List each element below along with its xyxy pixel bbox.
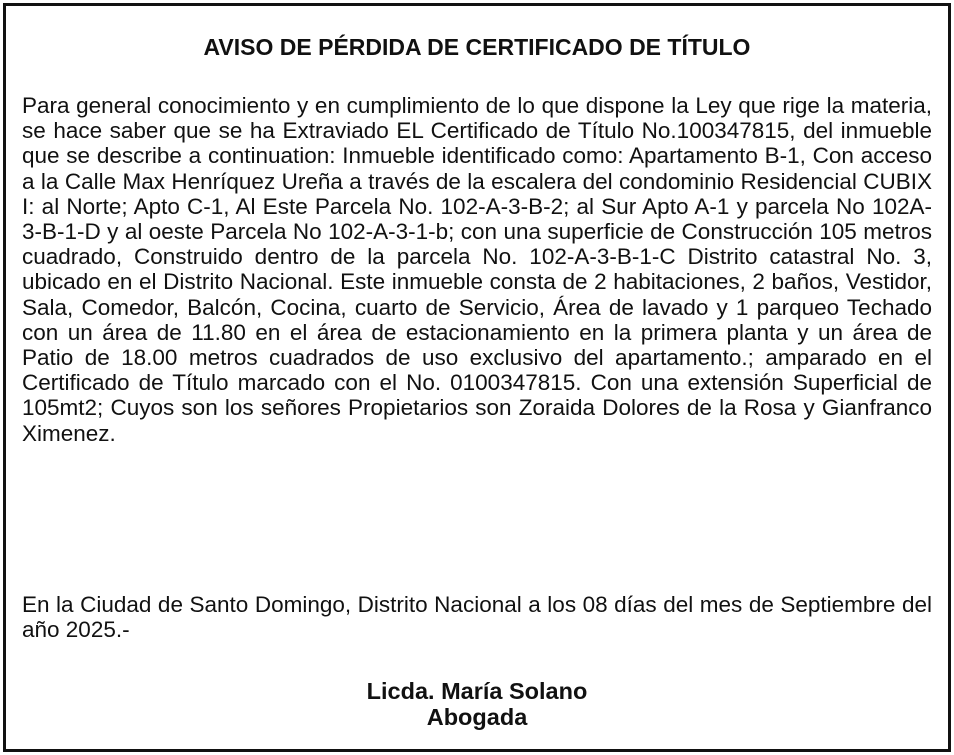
signer-role: Abogada xyxy=(426,704,528,730)
signature-block xyxy=(6,678,948,730)
notice-date-line: En la Ciudad de Santo Domingo, Distrito Nacional a los 08 días del mes de Septiembre del año 2025.- xyxy=(22,592,932,643)
notice-frame xyxy=(3,3,951,752)
signer-name: Licda. María Solano xyxy=(366,678,588,704)
notice-title: AVISO DE PÉRDIDA DE CERTIFICADO DE TÍTULO xyxy=(203,34,751,60)
notice-body: Para general conocimiento y en cumplimiento de lo que dispone la Ley que rige la materia, se hace saber que se ha Extraviado EL Certificado de Título No.100347815, del inmueble que se describe a continuation: Inmueble identificado como: Apartamento B-1, Con acceso a la Calle Max Henríquez Ureña a través de la escalera del condominio Residencial CUBIX I: al Norte; Apto C-1, Al Este Parcela No. 102-A-3-B-2; al Sur Apto A-1 y parcela No 102A-3-B-1-D y al oeste Parcela No 102-A-3-1-b; con una superficie de Construcción 105 metros cuadrado, Construido dentro de la parcela No. 102-A-3-B-1-C Distrito catastral No. 3, ubicado en el Distrito Nacional. Este inmueble consta de 2 habitaciones, 2 baños, Vestidor, Sala, Comedor, Balcón, Cocina, cuarto de Servicio, Área de lavado y 1 parqueo Techado con un área de 11.80 en el área de estacionamiento en la primera planta y un área de Patio de 18.00 metros cuadrados de uso exclusivo del apartamento.; amparado en el Certificado de Título marcado con el No. 0100347815. Con una extensión Superficial de 105mt2; Cuyos son los señores Propietarios son Zoraida Dolores de la Rosa y Gianfranco Ximenez. xyxy=(22,93,932,446)
